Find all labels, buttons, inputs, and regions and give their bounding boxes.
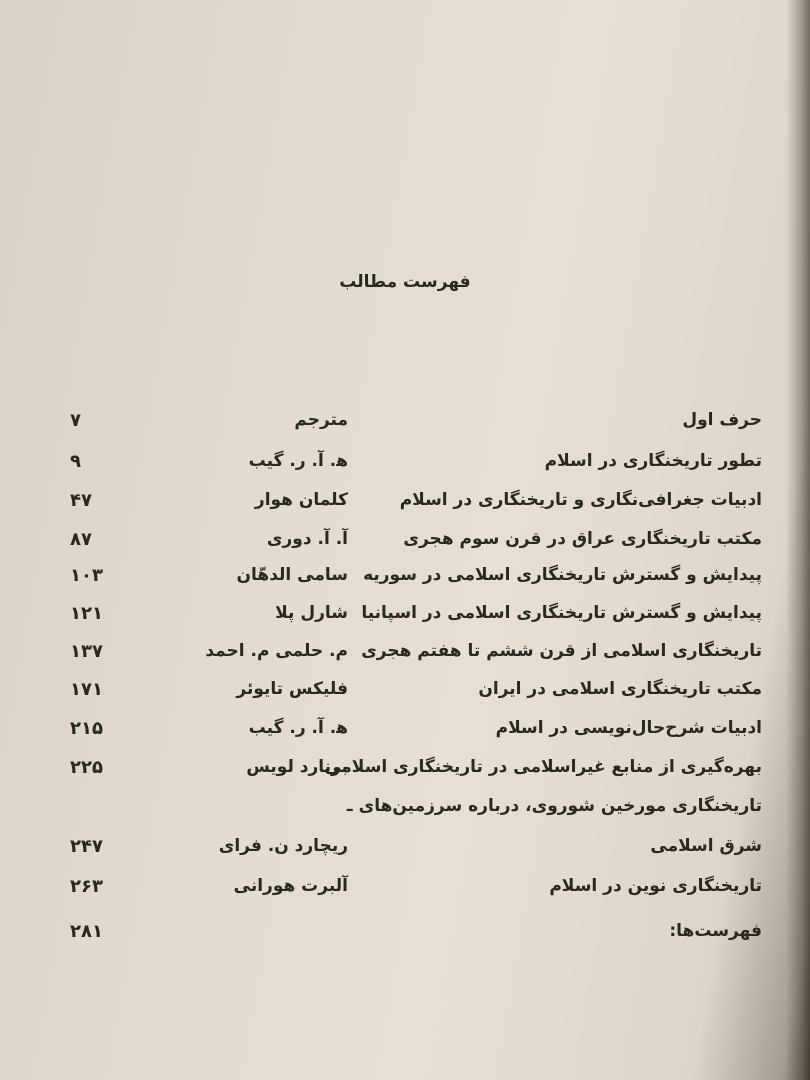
toc-entry-page: ۱۳۷ xyxy=(70,641,103,662)
toc-entry-title: تاریخنگاری اسلامی از قرن ششم تا هفتم هجری xyxy=(361,641,762,661)
toc-entry-author: ریچارد ن. فرای xyxy=(218,836,348,856)
toc-entry-title: ادبیات شرح‌حال‌نویسی در اسلام xyxy=(495,718,762,738)
toc-entry-author: کلمان هوار xyxy=(254,490,348,510)
toc-entry-author: سامی الدهّان xyxy=(236,565,348,585)
toc-entry-page: ۷ xyxy=(70,410,81,431)
toc-entry-author: شارل پلا xyxy=(275,603,348,623)
toc-entry-page: ۱۲۱ xyxy=(70,603,103,624)
toc-entry-title: شرق اسلامی xyxy=(650,836,762,856)
toc-entry-page: ۱۰۳ xyxy=(70,565,103,586)
toc-entry-title: پیدایش و گسترش تاریخنگاری اسلامی در سوریه xyxy=(363,565,762,585)
toc-entry-title: پیدایش و گسترش تاریخنگاری اسلامی در اسپانیا xyxy=(361,603,762,623)
toc-row xyxy=(0,718,810,752)
toc-entry-title: تاریخنگاری مورخین شوروی، درباره سرزمین‌های ـ xyxy=(346,796,762,816)
toc-entry-author: آلبرت هورانی xyxy=(233,876,348,896)
toc-entry-title: حرف اول xyxy=(682,410,762,430)
toc-row xyxy=(0,641,810,675)
toc-entry-page: ۱۷۱ xyxy=(70,679,103,700)
toc-row xyxy=(0,796,810,830)
toc-row xyxy=(0,876,810,910)
toc-row xyxy=(0,836,810,870)
toc-row xyxy=(0,757,810,791)
toc-row xyxy=(0,451,810,485)
toc-row xyxy=(0,921,810,955)
toc-entry-title: ادبیات جغرافی‌نگاری و تاریخنگاری در اسلام xyxy=(399,490,762,510)
toc-entry-author: فلیکس تایوئر xyxy=(236,679,348,699)
toc-entry-page: ۴۷ xyxy=(70,490,92,511)
table-of-contents xyxy=(0,410,810,970)
toc-entry-page: ۲۱۵ xyxy=(70,718,103,739)
toc-entry-author: ﻫ. آ. ر. گیب xyxy=(248,718,348,738)
toc-entry-title: تطور تاریخنگاری در اسلام xyxy=(544,451,762,471)
toc-entry-title: مکتب تاریخنگاری عراق در قرن سوم هجری xyxy=(403,529,762,549)
toc-entry-page: ۲۴۷ xyxy=(70,836,103,857)
toc-entry-title: مکتب تاریخنگاری اسلامی در ایران xyxy=(478,679,762,699)
toc-entry-title: تاریخنگاری نوین در اسلام xyxy=(549,876,762,896)
toc-entry-author: مترجم xyxy=(294,410,348,430)
toc-entry-page: ۲۶۳ xyxy=(70,876,103,897)
page-title: فهرست مطالب xyxy=(339,272,471,292)
toc-entry-page: ۲۸۱ xyxy=(70,921,103,942)
toc-row xyxy=(0,603,810,637)
toc-entry-author: برنارد لویس xyxy=(246,757,348,777)
toc-entry-title: فهرست‌ها: xyxy=(669,921,762,941)
toc-row xyxy=(0,490,810,524)
toc-entry-author: م. حلمی م. احمد xyxy=(205,641,348,661)
toc-entry-page: ۸۷ xyxy=(70,529,92,550)
toc-entry-page: ۹ xyxy=(70,451,81,472)
toc-row xyxy=(0,410,810,444)
toc-row xyxy=(0,565,810,599)
toc-entry-author: ﻫ. آ. ر. گیب xyxy=(248,451,348,471)
toc-row xyxy=(0,679,810,713)
toc-row xyxy=(0,529,810,563)
toc-entry-page: ۲۲۵ xyxy=(70,757,103,778)
toc-entry-author: آ. آ. دوری xyxy=(266,529,348,549)
toc-entry-title: بهره‌گیری از منابع غیراسلامی در تاریخنگاری اسلامی xyxy=(324,757,762,777)
